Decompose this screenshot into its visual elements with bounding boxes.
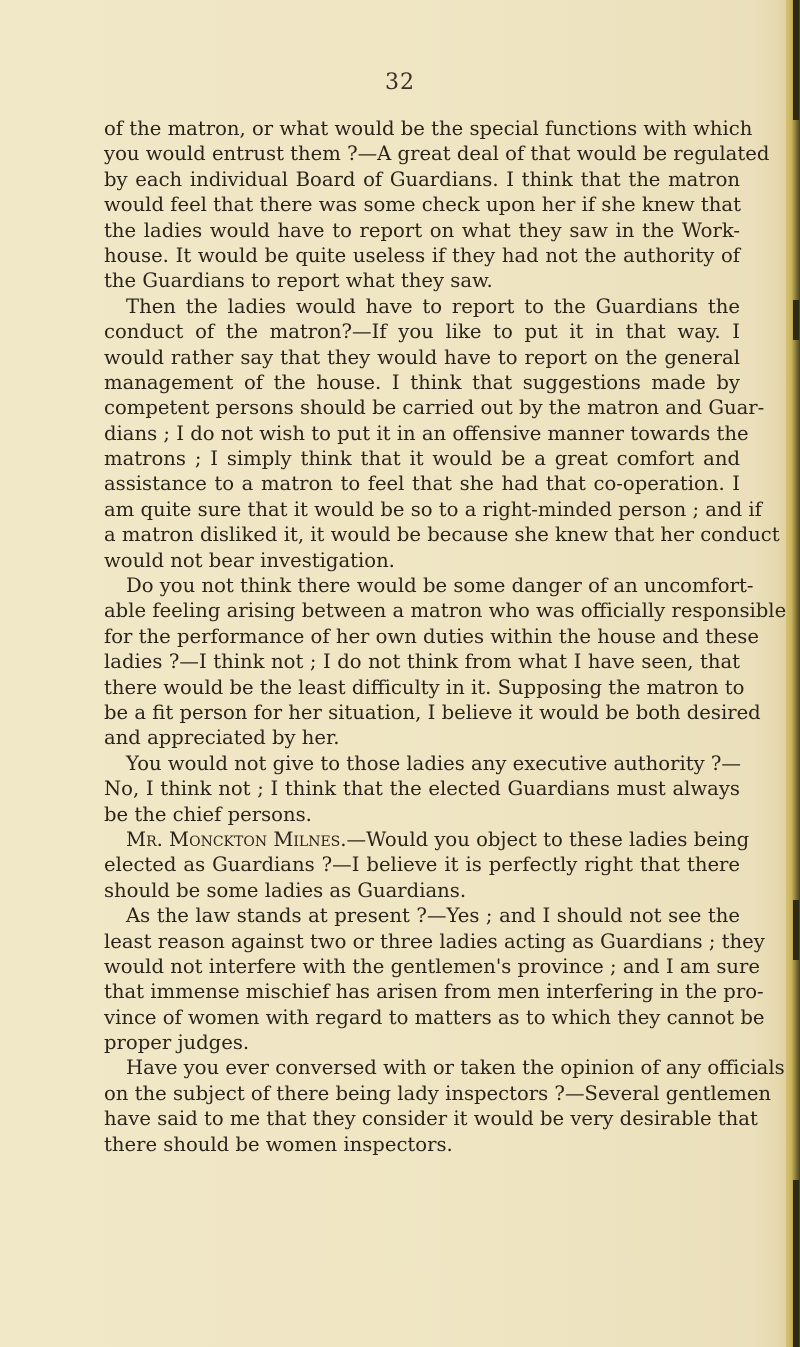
text-line: able feeling arising between a matron who was officially responsible: [104, 599, 787, 623]
text-line: for the performance of her own duties within the house and these: [104, 624, 759, 648]
text-line: matrons ; I simply think that it would be a great comfort and: [104, 447, 740, 471]
text-line: dians ; I do not wish to put it in an offensive manner towards the: [104, 421, 749, 445]
text-line: Have you ever conversed with or taken the opinion of any officials: [126, 1056, 785, 1080]
text-line: and appreciated by her.: [104, 726, 340, 750]
text-line: competent persons should be carried out by the matron and Guar-: [104, 396, 765, 420]
text-line: that immense mischief has arisen from men interfering in the pro-: [104, 980, 764, 1004]
text-line: by each individual Board of Guardians. I think that the matron: [104, 167, 740, 191]
text-line: there would be the least difficulty in it. Supposing the matron to: [104, 675, 745, 699]
question-text: —Would you object to these ladies being: [346, 827, 750, 851]
text-line: vince of women with regard to matters as to which they cannot be: [104, 1005, 765, 1029]
text-line: should be some ladies as Guardians.: [104, 878, 467, 902]
text-line: you would entrust them ?—A great deal of that would be regulated: [104, 142, 770, 166]
text-line: [104, 827, 750, 852]
text-line: am quite sure that it would be so to a right-minded person ; and if: [104, 497, 762, 521]
text-line: would rather say that they would have to report on the general: [104, 345, 740, 369]
text-line: be a fit person for her situation, I believe it would be both desired: [104, 700, 761, 724]
text-line: would not bear investigation.: [104, 548, 395, 572]
text-line: Do you not think there would be some danger of an uncomfort-: [126, 574, 754, 598]
text-line: No, I think not ; I think that the elected Guardians must always: [104, 777, 740, 801]
text-line: management of the house. I think that suggestions made by: [104, 370, 740, 394]
text-line: elected as Guardians ?—I believe it is perfectly right that there: [104, 853, 740, 877]
edge-mark: [793, 0, 799, 120]
text-line: there should be women inspectors.: [104, 1132, 453, 1156]
text-line: be the chief persons.: [104, 802, 312, 826]
text-line: assistance to a matron to feel that she had that co-operation. I: [104, 472, 740, 496]
text-line: You would not give to those ladies any executive authority ?—: [126, 751, 741, 775]
binding-edge: [786, 0, 800, 1347]
text-line: the Guardians to report what they saw.: [104, 269, 493, 293]
body-text: [104, 116, 787, 1157]
text-line: proper judges.: [104, 1031, 250, 1055]
page-number: 32: [385, 70, 415, 95]
text-line: Then the ladies would have to report to the Guardians the: [126, 294, 740, 318]
text-line: least reason against two or three ladies acting as Guardians ; they: [104, 929, 765, 953]
edge-mark: [793, 300, 799, 340]
text-line: have said to me that they consider it would be very desirable that: [104, 1107, 758, 1131]
text-line: conduct of the matron?—If you like to put it in that way. I: [104, 320, 740, 344]
speaker-name: Mr. Monckton Milnes.: [126, 827, 347, 851]
text-line: would not interfere with the gentlemen's province ; and I am sure: [104, 954, 760, 978]
text-line: ladies ?—I think not ; I do not think from what I have seen, that: [104, 650, 740, 674]
edge-mark: [793, 1180, 799, 1347]
text-line: of the matron, or what would be the special functions with which: [104, 117, 753, 140]
text-line: As the law stands at present ?—Yes ; and I should not see the: [126, 904, 740, 928]
edge-mark: [793, 900, 799, 960]
text-line: a matron disliked it, it would be because she knew that her conduct: [104, 523, 780, 547]
text-line: would feel that there was some check upon her if she knew that: [104, 193, 741, 217]
text-line: on the subject of there being lady inspectors ?—Several gentlemen: [104, 1081, 772, 1105]
text-line: house. It would be quite useless if they had not the authority of: [104, 243, 740, 267]
text-line: the ladies would have to report on what they saw in the Work-: [104, 218, 740, 242]
